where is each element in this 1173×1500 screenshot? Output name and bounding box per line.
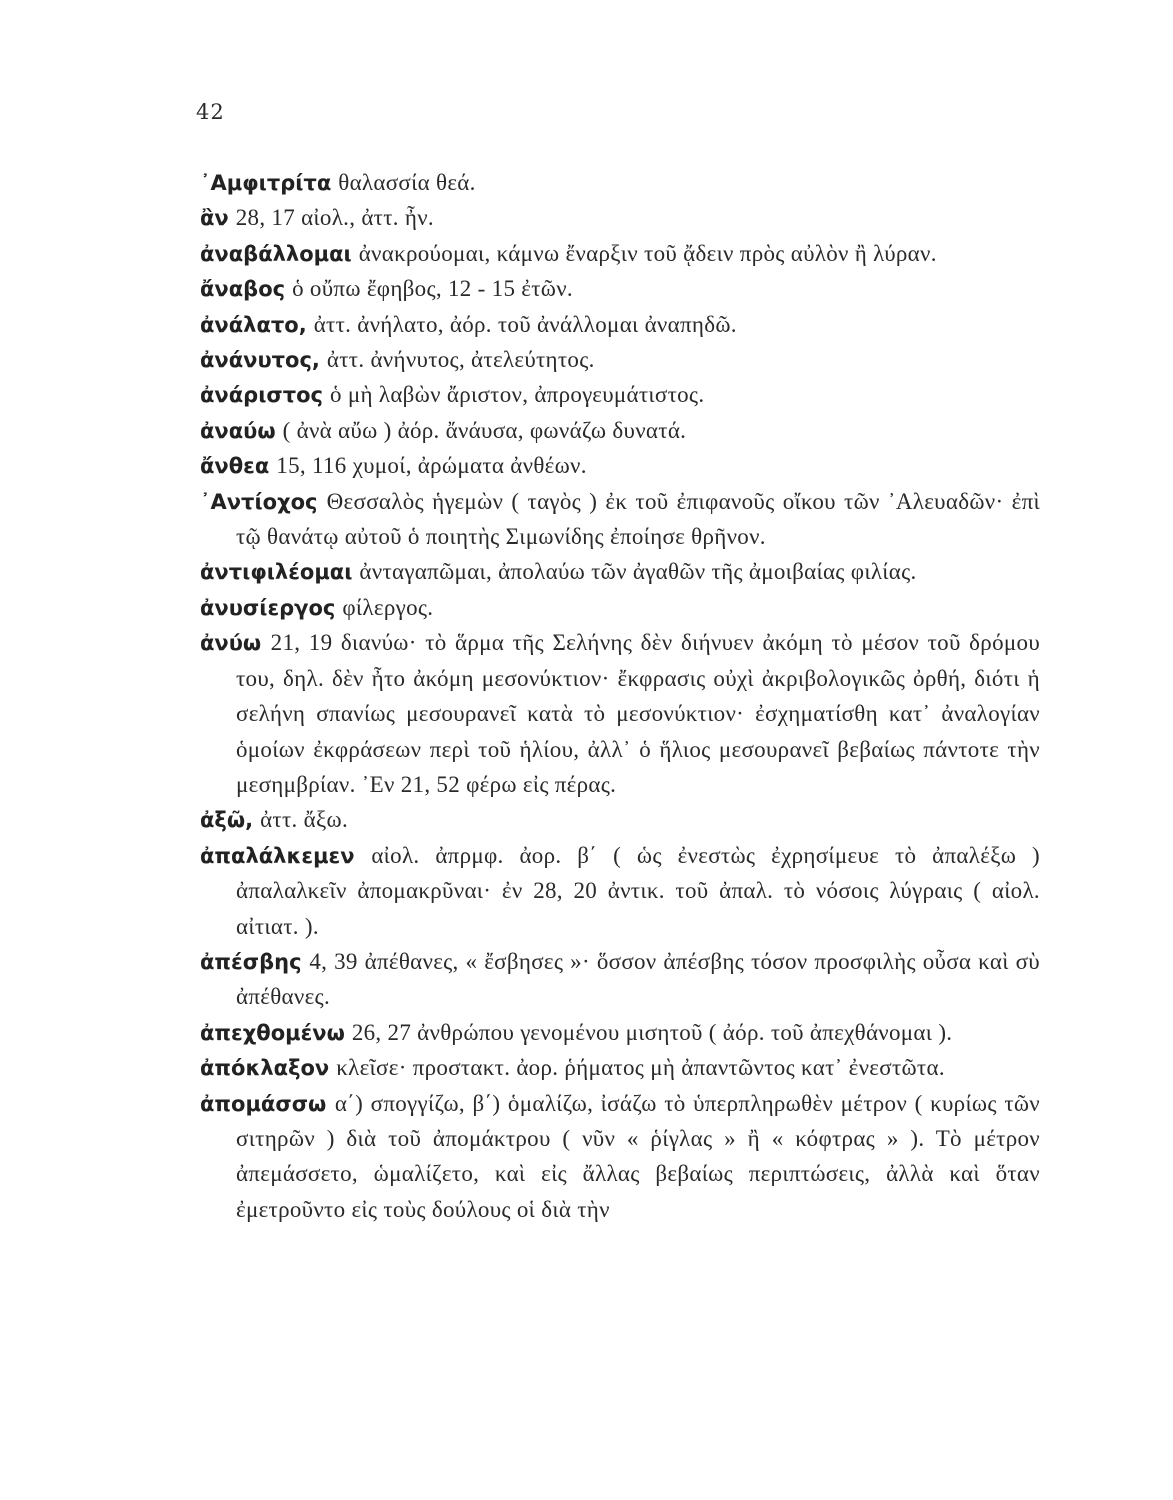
entry-lemma: ἀπεχθομένω bbox=[200, 1020, 345, 1045]
entry-anthea bbox=[200, 449, 1040, 484]
entry-definition: ἀττ. ἀνήνυτος, ἀτελεύτητος. bbox=[326, 347, 595, 373]
entry-definition: ( ἀνὰ αὔω ) ἀόρ. ἄνάυσα, φωνάζω δυνατά. bbox=[282, 417, 687, 443]
entry-definition: ἀνταγαπῶμαι, ἀπολαύω τῶν ἀγαθῶν τῆς ἀμοιβαίας φιλίας. bbox=[359, 559, 917, 585]
entry-definition: ἀνακρούομαι, κάμνω ἔναρξιν τοῦ ᾄδειν πρὸς αὐλὸν ἢ λύραν. bbox=[358, 240, 937, 266]
entry-definition: 28, 17 αἰολ., ἀττ. ἦν. bbox=[235, 205, 434, 231]
entry-apomasso bbox=[200, 1087, 1040, 1229]
entry-anysiergos bbox=[200, 591, 1040, 626]
entry-definition: α΄) σπογγίζω, β΄) ὁμαλίζω, ἰσάζω τὸ ὑπερπληρωθὲν μέτρον ( κυρίως τῶν σιτηρῶν ) διὰ τοῦ ἀπομάκτρου ( νῦν « ῥίγλας » ἢ « κόφτρας » ). Τὸ μέτρον ἀπεμάσσετο, ὡμαλίζετο, καὶ εἰς ἄλλας βεβαίως περιπτώσεις, ἀλλὰ καὶ ὅταν ἐμετροῦντο εἰς τοὺς δούλους οἱ διὰ τὴν bbox=[236, 1090, 1041, 1222]
glossary-entries bbox=[200, 166, 1040, 1228]
entry-lemma: ἄνθεα bbox=[200, 454, 270, 479]
entry-lemma: ᾽Αμφιτρίτα bbox=[200, 171, 332, 195]
entry-definition: ἀττ. ἀνήλατο, ἀόρ. τοῦ ἀνάλλομαι ἀναπηδῶ. bbox=[313, 311, 737, 337]
entry-definition: θαλασσία θεά. bbox=[338, 170, 476, 195]
entry-anaballomai bbox=[200, 237, 1040, 272]
entry-lemma: ἀπομάσσω bbox=[200, 1091, 327, 1116]
entry-amphitrita bbox=[200, 166, 1040, 201]
entry-analato bbox=[200, 308, 1040, 343]
entry-lemma: ἀξῶ, bbox=[200, 808, 254, 833]
entry-definition: ὁ οὔπω ἔφηβος, 12 - 15 ἐτῶν. bbox=[292, 276, 573, 302]
entry-definition: 21, 19 διανύω· τὸ ἅρμα τῆς Σελήνης δὲν διήνυεν ἀκόμη τὸ μέσον τοῦ δρόμου του, δηλ. δὲν ἦτο ἀκόμη μεσονύκτιον· ἔκφρασις οὐχὶ ἀκριβολογικῶς ὀρθή, διότι ἡ σελήνη σπανίως μεσουρανεῖ κατὰ τὸ μεσονύκτιον· ἐσχηματίσθη κατ᾽ ἀναλογίαν ὁμοίων ἐκφράσεων περὶ τοῦ ἡλίου, ἀλλ᾽ ὁ ἥλιος μεσουρανεῖ βεβαίως πάντοτε τὴν μεσημβρίαν. ᾽Εν 21, 52 φέρω εἰς πέρας. bbox=[236, 630, 1041, 797]
entry-definition: κλεῖσε· προστακτ. ἀορ. ῥήματος μὴ ἀπαντῶντος κατ᾽ ἐνεστῶτα. bbox=[336, 1055, 945, 1081]
entry-lemma: ἀνύω bbox=[200, 631, 262, 656]
entry-lemma: ἀναβάλλομαι bbox=[200, 241, 352, 266]
entry-apoklaxon bbox=[200, 1051, 1040, 1086]
entry-anabos bbox=[200, 272, 1040, 307]
entry-lemma: ἀπόκλαξον bbox=[200, 1056, 330, 1081]
entry-lemma: ἀνάριστος bbox=[200, 383, 324, 408]
entry-axo bbox=[200, 803, 1040, 838]
page-number: 42 bbox=[196, 100, 225, 124]
entry-lemma: ἄναβος bbox=[200, 277, 286, 302]
entry-lemma: ἀντιφιλέομαι bbox=[200, 560, 353, 585]
entry-anaristos bbox=[200, 378, 1040, 413]
entry-lemma: ἀνυσίεργος bbox=[200, 595, 336, 620]
entry-definition: 15, 116 χυμοί, ἀρώματα ἀνθέων. bbox=[276, 453, 587, 479]
entry-lemma: ᾽Αντίοχος bbox=[200, 489, 318, 514]
entry-definition: Θεσσαλὸς ἡγεμὼν ( ταγὸς ) ἐκ τοῦ ἐπιφανοῦς οἴκου τῶν ᾽Αλευαδῶν· ἐπὶ τῷ θανάτῳ αὐτοῦ ὁ ποιητὴς Σιμωνίδης ἐποίησε θρῆνον. bbox=[236, 488, 1040, 550]
entry-anyo bbox=[200, 626, 1040, 803]
entry-lemma: ἀπέσβης bbox=[200, 949, 302, 974]
entry-lemma: ἂν bbox=[200, 206, 229, 231]
entry-lemma: ἀνάλατο, bbox=[200, 312, 307, 337]
entry-definition: ἀττ. ἄξω. bbox=[260, 807, 349, 833]
entry-anauo bbox=[200, 414, 1040, 449]
entry-antiochos bbox=[200, 485, 1040, 556]
entry-apechthomeno bbox=[200, 1016, 1040, 1051]
entry-definition: ὁ μὴ λαβὼν ἄριστον, ἀπρογευμάτιστος. bbox=[330, 382, 705, 408]
entry-definition: 26, 27 ἀνθρώπου γενομένου μισητοῦ ( ἀόρ. τοῦ ἀπεχθάνομαι ). bbox=[351, 1019, 953, 1045]
entry-an bbox=[200, 201, 1040, 236]
entry-definition: 4, 39 ἀπέθανες, « ἔσβησες »· ὅσσον ἀπέσβης τόσον προσφιλὴς οὖσα καὶ σὺ ἀπέθανες. bbox=[236, 948, 1040, 1010]
entry-ananytos bbox=[200, 343, 1040, 378]
entry-apalalkemen bbox=[200, 839, 1040, 945]
entry-lemma: ἀναύω bbox=[200, 418, 276, 443]
entry-antiphileomai bbox=[200, 555, 1040, 590]
entry-lemma: ἀπαλάλκεμεν bbox=[200, 843, 355, 868]
entry-apesbes bbox=[200, 945, 1040, 1016]
entry-lemma: ἀνάνυτος, bbox=[200, 348, 320, 373]
entry-definition: αἰολ. ἀπρμφ. ἀορ. β΄ ( ὡς ἐνεστὼς ἐχρησίμευε τὸ ἀπαλέξω ) ἀπαλαλκεῖν ἀπομακρῦναι· ἐν 28, 20 ἀντικ. τοῦ ἀπαλ. τὸ νόσοις λύγραις ( αἰολ. αἰτιατ. ). bbox=[236, 842, 1040, 939]
entry-definition: φίλεργος. bbox=[342, 594, 434, 620]
